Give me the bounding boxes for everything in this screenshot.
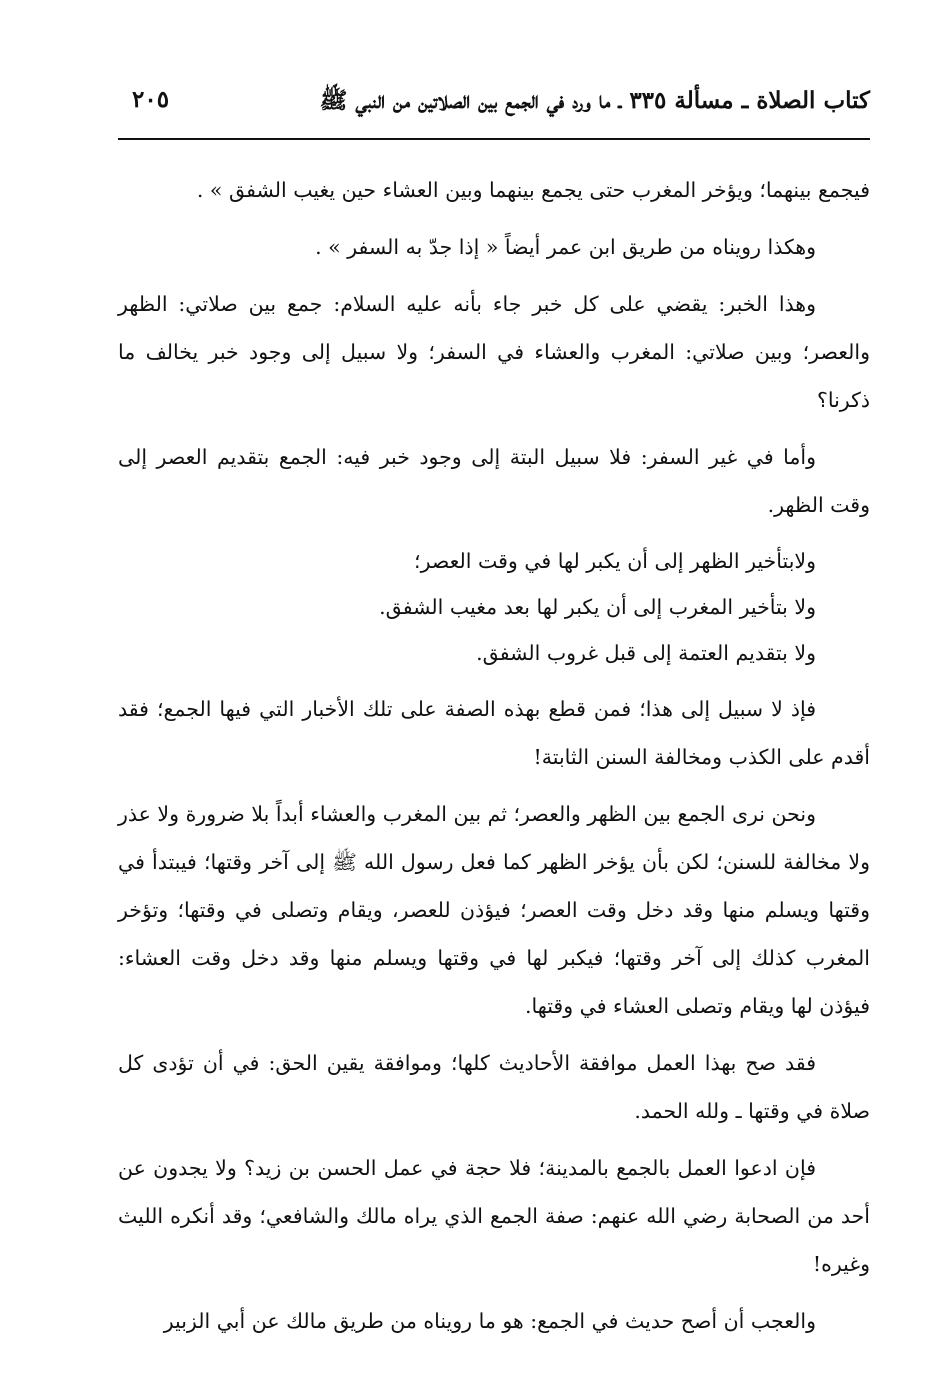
list-item: ولابتأخير الظهر إلى أن يكبر لها في وقت العصر؛ [414,549,816,573]
paragraph-5: فإذ لا سبيل إلى هذا؛ فمن قطع بهذه الصفة على تلك الأخبار التي فيها الجمع؛ فقد أقدم على الكذب ومخالفة السنن الثابتة! [118,697,870,769]
paragraph-9: والعجب أن أصح حديث في الجمع: هو ما رويناه من طريق مالك عن أبي الزبير [163,1309,816,1333]
paragraph-2: وهكذا رويناه من طريق ابن عمر أيضاً « إذا جدّ به السفر » . [315,235,816,259]
paragraph-3: وهذا الخبر: يقضي على كل خبر جاء بأنه عليه السلام: جمع بين صلاتي: الظهر والعصر؛ وبين صلاتي: المغرب والعشاء في السفر؛ ولا سبيل إلى وجود خبر يخالف ما ذكرنا؟ [118,292,870,412]
paragraph-4: وأما في غير السفر: فلا سبيل البتة إلى وجود خبر فيه: الجمع بتقديم العصر إلى وقت الظهر. [118,445,870,517]
page-number: ٢٠٥ [132,86,170,113]
header-divider [118,138,870,140]
list-item: ولا بتقديم العتمة إلى قبل غروب الشفق. [476,641,816,665]
paragraph-1: فيجمع بينهما؛ ويؤخر المغرب حتى يجمع بينهما وبين العشاء حين يغيب الشفق » . [196,178,870,202]
list-item: ولا بتأخير المغرب إلى أن يكبر لها بعد مغيب الشفق. [379,595,816,619]
conditions-list [118,538,816,676]
page-header [118,86,870,122]
paragraph-8: فإن ادعوا العمل بالجمع بالمدينة؛ فلا حجة في عمل الحسن بن زيد؟ ولا يجدون عن أحد من الصحابة رضي الله عنهم: صفة الجمع الذي يراه مالك والشافعي؛ وقد أنكره الليث وغيره! [118,1156,870,1276]
body-text [118,166,870,1345]
running-title: كتاب الصلاة ـ مسألة ٣٣٥ ـ ما ورد في الجمع بين الصلاتين من النبي ﷺ [319,87,870,114]
paragraph-6: ونحن نرى الجمع بين الظهر والعصر؛ ثم بين المغرب والعشاء أبداً بلا ضرورة ولا عذر ولا مخالفة للسنن؛ لكن بأن يؤخر الظهر كما فعل رسول الله ﷺ إلى آخر وقتها؛ فيبتدأ في وقتها ويسلم منها وقد دخل وقت العصر؛ فيؤذن للعصر، ويقام وتصلى في وقتها؛ وتؤخر المغرب كذلك إلى آخر وقتها؛ فيكبر لها في وقتها ويسلم منها وقد دخل وقت العشاء: فيؤذن لها ويقام وتصلى العشاء في وقتها. [118,802,870,1018]
paragraph-7: فقد صح بهذا العمل موافقة الأحاديث كلها؛ وموافقة يقين الحق: في أن تؤدى كل صلاة في وقتها ـ ولله الحمد. [118,1051,870,1123]
